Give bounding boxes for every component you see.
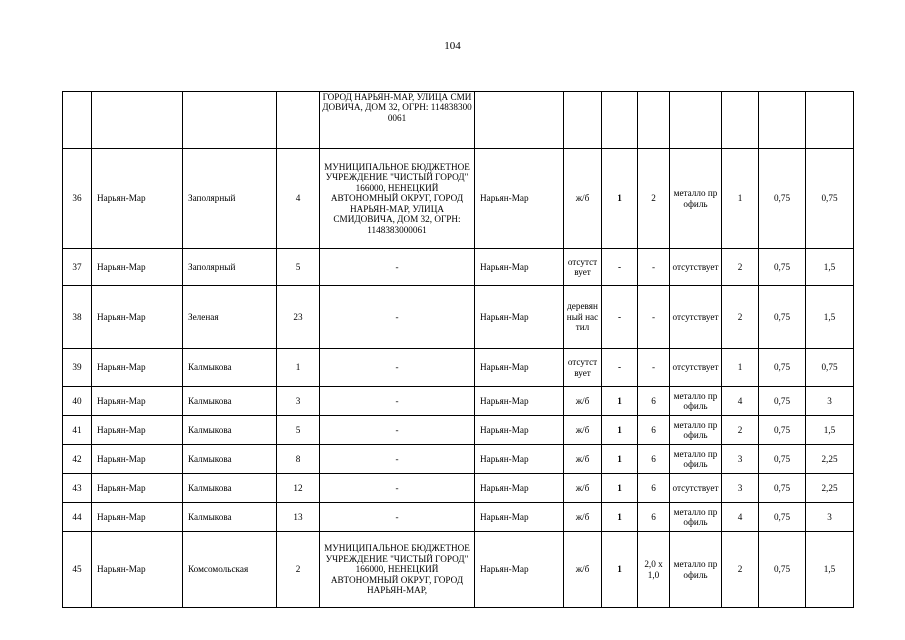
- site-count-cell: 1: [602, 387, 638, 416]
- container-volume-cell: 0,75: [759, 503, 806, 532]
- owner-cell: -: [320, 474, 475, 503]
- table-row: [63, 474, 854, 503]
- owner-cell: МУНИЦИПАЛЬНОЕ БЮДЖЕТНОЕ УЧРЕЖДЕНИЕ "ЧИСТЫЙ ГОРОД" 166000, НЕНЕЦКИЙ АВТОНОМНЫЙ ОКРУГ, ГОРОД НАРЬЯН-МАР,: [320, 532, 475, 608]
- container-count-cell: 1: [722, 149, 759, 249]
- city-cell: Нарьян-Мар: [92, 387, 183, 416]
- row-number-cell: 41: [63, 416, 92, 445]
- table-row: [63, 249, 854, 286]
- total-volume-cell: 1,5: [806, 416, 854, 445]
- area-cell: 2,0 х 1,0: [638, 532, 670, 608]
- fence-cell: отсутствует: [670, 286, 722, 349]
- surface-cell: ж/б: [564, 532, 602, 608]
- container-count-cell: 2: [722, 532, 759, 608]
- street-cell: Калмыкова: [183, 349, 277, 387]
- owner-cell: -: [320, 503, 475, 532]
- total-volume-cell: 2,25: [806, 474, 854, 503]
- container-volume-cell: 0,75: [759, 387, 806, 416]
- site-count-cell: -: [602, 249, 638, 286]
- served-area-cell: Нарьян-Мар: [475, 445, 564, 474]
- row-number-cell: 40: [63, 387, 92, 416]
- fence-cell: металло профиль: [670, 149, 722, 249]
- fence-cell: металло профиль: [670, 416, 722, 445]
- house-number-cell: 4: [277, 149, 320, 249]
- city-cell: Нарьян-Мар: [92, 149, 183, 249]
- row-number-cell: 44: [63, 503, 92, 532]
- city-cell: Нарьян-Мар: [92, 474, 183, 503]
- served-area-cell: Нарьян-Мар: [475, 349, 564, 387]
- total-volume-cell: 1,5: [806, 286, 854, 349]
- street-cell: Заполярный: [183, 249, 277, 286]
- total-volume-cell: 2,25: [806, 445, 854, 474]
- registry-table: [62, 91, 854, 608]
- house-number-cell: 12: [277, 474, 320, 503]
- site-count-cell: 1: [602, 532, 638, 608]
- row-number-cell: 37: [63, 249, 92, 286]
- total-volume-cell: 1,5: [806, 249, 854, 286]
- container-volume-cell: 0,75: [759, 532, 806, 608]
- table-row: [63, 286, 854, 349]
- served-area-cell: Нарьян-Мар: [475, 387, 564, 416]
- surface-cell: ж/б: [564, 149, 602, 249]
- fence-cell: отсутствует: [670, 349, 722, 387]
- city-cell: Нарьян-Мар: [92, 349, 183, 387]
- row-number-cell: 43: [63, 474, 92, 503]
- container-volume-cell: 0,75: [759, 474, 806, 503]
- house-number-cell: 2: [277, 532, 320, 608]
- owner-cell: -: [320, 416, 475, 445]
- total-volume-cell: 1,5: [806, 532, 854, 608]
- fence-cell: отсутствует: [670, 474, 722, 503]
- container-count-cell: 3: [722, 445, 759, 474]
- served-area-cell: Нарьян-Мар: [475, 416, 564, 445]
- served-area-cell: Нарьян-Мар: [475, 503, 564, 532]
- container-count-cell: 2: [722, 249, 759, 286]
- street-cell: Калмыкова: [183, 416, 277, 445]
- container-count-cell: 1: [722, 349, 759, 387]
- area-cell: 6: [638, 416, 670, 445]
- container-volume-cell: 0,75: [759, 286, 806, 349]
- house-number-cell: 8: [277, 445, 320, 474]
- site-count-cell: 1: [602, 445, 638, 474]
- surface-cell: отсутствует: [564, 349, 602, 387]
- table-row: [63, 349, 854, 387]
- container-volume-cell: 0,75: [759, 416, 806, 445]
- table-row: [63, 503, 854, 532]
- house-number-cell: 1: [277, 349, 320, 387]
- owner-cell: -: [320, 286, 475, 349]
- container-count-cell: 2: [722, 416, 759, 445]
- total-volume-cell: 0,75: [806, 149, 854, 249]
- house-number-cell: 5: [277, 416, 320, 445]
- surface-cell: ж/б: [564, 474, 602, 503]
- owner-cell: -: [320, 249, 475, 286]
- area-cell: 6: [638, 503, 670, 532]
- area-cell: -: [638, 286, 670, 349]
- street-cell: Калмыкова: [183, 445, 277, 474]
- owner-cell: -: [320, 387, 475, 416]
- owner-cell: МУНИЦИПАЛЬНОЕ БЮДЖЕТНОЕ УЧРЕЖДЕНИЕ "ЧИСТЫЙ ГОРОД" 166000, НЕНЕЦКИЙ АВТОНОМНЫЙ ОКРУГ, ГОРОД НАРЬЯН-МАР, УЛИЦА СМИДОВИЧА, ДОМ 32, ОГРН: 1148383000061: [320, 149, 475, 249]
- container-volume-cell: 0,75: [759, 249, 806, 286]
- table-row: [63, 149, 854, 249]
- owner-cell: -: [320, 445, 475, 474]
- area-cell: -: [638, 349, 670, 387]
- area-cell: 6: [638, 387, 670, 416]
- container-volume-cell: 0,75: [759, 149, 806, 249]
- area-cell: -: [638, 249, 670, 286]
- row-number-cell: 36: [63, 149, 92, 249]
- fence-cell: отсутствует: [670, 249, 722, 286]
- site-count-cell: -: [602, 286, 638, 349]
- city-cell: Нарьян-Мар: [92, 416, 183, 445]
- page-number: 104: [444, 40, 461, 52]
- table-row: [63, 416, 854, 445]
- owner-cell: ГОРОД НАРЬЯН-МАР, УЛИЦА СМИДОВИЧА, ДОМ 32, ОГРН: 1148383000061: [320, 92, 475, 149]
- table-row: [63, 532, 854, 608]
- table-row: [63, 92, 854, 149]
- fence-cell: металло профиль: [670, 532, 722, 608]
- street-cell: Калмыкова: [183, 474, 277, 503]
- surface-cell: деревянный настил: [564, 286, 602, 349]
- site-count-cell: 1: [602, 416, 638, 445]
- owner-cell: -: [320, 349, 475, 387]
- site-count-cell: -: [602, 349, 638, 387]
- site-count-cell: 1: [602, 474, 638, 503]
- area-cell: 2: [638, 149, 670, 249]
- street-cell: Калмыкова: [183, 387, 277, 416]
- served-area-cell: Нарьян-Мар: [475, 532, 564, 608]
- row-number-cell: 45: [63, 532, 92, 608]
- container-count-cell: 4: [722, 503, 759, 532]
- surface-cell: ж/б: [564, 387, 602, 416]
- row-number-cell: 42: [63, 445, 92, 474]
- house-number-cell: 13: [277, 503, 320, 532]
- total-volume-cell: 3: [806, 503, 854, 532]
- container-volume-cell: 0,75: [759, 349, 806, 387]
- street-cell: Калмыкова: [183, 503, 277, 532]
- table-row: [63, 387, 854, 416]
- house-number-cell: 23: [277, 286, 320, 349]
- street-cell: Комсомольская: [183, 532, 277, 608]
- surface-cell: ж/б: [564, 445, 602, 474]
- total-volume-cell: 0,75: [806, 349, 854, 387]
- city-cell: Нарьян-Мар: [92, 503, 183, 532]
- house-number-cell: 5: [277, 249, 320, 286]
- registry-table-body: [63, 92, 854, 608]
- street-cell: Заполярный: [183, 149, 277, 249]
- row-number-cell: 38: [63, 286, 92, 349]
- city-cell: Нарьян-Мар: [92, 249, 183, 286]
- served-area-cell: Нарьян-Мар: [475, 286, 564, 349]
- fence-cell: металло профиль: [670, 503, 722, 532]
- house-number-cell: 3: [277, 387, 320, 416]
- container-count-cell: 4: [722, 387, 759, 416]
- row-number-cell: 39: [63, 349, 92, 387]
- site-count-cell: 1: [602, 149, 638, 249]
- served-area-cell: Нарьян-Мар: [475, 149, 564, 249]
- site-count-cell: 1: [602, 503, 638, 532]
- city-cell: Нарьян-Мар: [92, 445, 183, 474]
- container-count-cell: 3: [722, 474, 759, 503]
- served-area-cell: Нарьян-Мар: [475, 249, 564, 286]
- area-cell: 6: [638, 474, 670, 503]
- table-row: [63, 445, 854, 474]
- container-volume-cell: 0,75: [759, 445, 806, 474]
- served-area-cell: Нарьян-Мар: [475, 474, 564, 503]
- area-cell: 6: [638, 445, 670, 474]
- fence-cell: металло профиль: [670, 387, 722, 416]
- surface-cell: отсутствует: [564, 249, 602, 286]
- surface-cell: ж/б: [564, 416, 602, 445]
- street-cell: Зеленая: [183, 286, 277, 349]
- city-cell: Нарьян-Мар: [92, 532, 183, 608]
- total-volume-cell: 3: [806, 387, 854, 416]
- city-cell: Нарьян-Мар: [92, 286, 183, 349]
- container-count-cell: 2: [722, 286, 759, 349]
- fence-cell: металло профиль: [670, 445, 722, 474]
- surface-cell: ж/б: [564, 503, 602, 532]
